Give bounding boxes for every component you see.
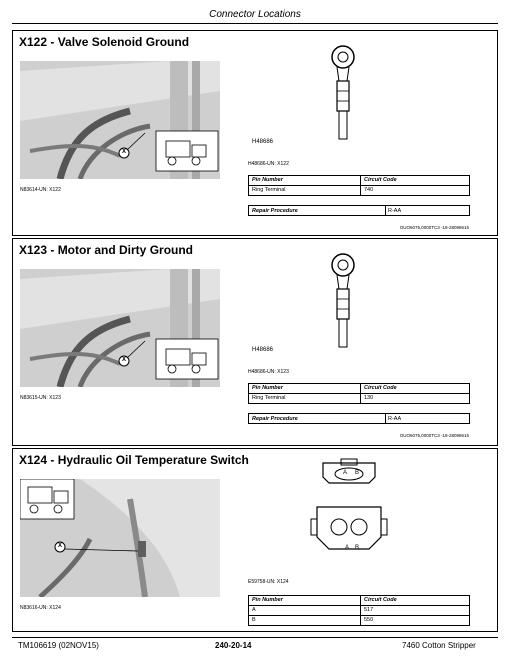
footer-manual-id: TM106619 (02NOV15) — [18, 641, 99, 650]
document-reference: OUO6075,0000TC3 -19-28098615 — [399, 433, 469, 438]
part-caption: H48686-UN: X123 — [248, 369, 289, 375]
repair-procedure-label: Repair Procedure — [252, 208, 298, 214]
pin-table-header — [249, 596, 470, 606]
part-code: H48686 — [252, 347, 274, 353]
circuit-code-cell: 130 — [361, 394, 470, 404]
photo-caption: N83615-UN: X123 — [20, 395, 61, 401]
repair-procedure-box — [248, 205, 470, 216]
part-code: H48686 — [252, 139, 274, 145]
connector-pin-letter-b: B — [355, 545, 360, 551]
footer-model-name: 7460 Cotton Stripper — [402, 641, 476, 650]
connector-pin-letter-b: B — [355, 470, 360, 476]
ring-terminal-drawing — [313, 249, 373, 349]
pin-table — [248, 383, 470, 404]
circuit-code-header: Circuit Code — [361, 596, 470, 606]
table-row — [249, 186, 470, 196]
circuit-code-cell: 517 — [361, 606, 470, 616]
connector-section-x122 — [12, 30, 498, 236]
document-reference: OUO6075,0000TC3 -19-28098615 — [399, 225, 469, 230]
part-caption: E59758-UN: X124 — [248, 579, 289, 585]
repair-procedure-link[interactable]: R-AA — [388, 208, 402, 214]
pin-number-header: Pin Number — [249, 384, 361, 394]
pin-number-header: Pin Number — [249, 176, 361, 186]
section-title: X122 - Valve Solenoid Ground — [19, 35, 190, 49]
pin-number-header: Pin Number — [249, 596, 361, 606]
page-header-title: Connector Locations — [209, 9, 301, 20]
connector-pin-letter-a: A — [343, 470, 348, 476]
repair-procedure-box — [248, 413, 470, 424]
repair-procedure-link[interactable]: R-AA — [388, 416, 402, 422]
circuit-code-cell: 550 — [361, 616, 470, 626]
pin-number-cell: Ring Terminal — [249, 394, 361, 404]
repair-procedure-label: Repair Procedure — [252, 416, 298, 422]
pin-number-cell: A — [249, 606, 361, 616]
circuit-code-cell: 740 — [361, 186, 470, 196]
section-title: X123 - Motor and Dirty Ground — [19, 243, 194, 257]
pin-table — [248, 595, 470, 626]
pin-table-header — [249, 176, 470, 186]
footer-divider — [12, 637, 498, 638]
location-photo — [20, 61, 220, 179]
ring-terminal-drawing — [313, 41, 373, 141]
table-row — [249, 394, 470, 404]
connector-pin-letter-a: A — [345, 545, 350, 551]
repair-divider — [385, 206, 386, 215]
part-caption: H48686-UN: X122 — [248, 161, 289, 167]
connector-section-x123 — [12, 238, 498, 446]
location-photo — [20, 269, 220, 387]
repair-divider — [385, 414, 386, 423]
connector-face-drawing — [309, 457, 389, 557]
location-photo — [20, 479, 220, 597]
connector-section-x124 — [12, 448, 498, 632]
circuit-code-header: Circuit Code — [361, 384, 470, 394]
photo-caption: N83616-UN: X124 — [20, 605, 61, 611]
header-divider — [12, 23, 498, 24]
callout-x-label: X — [58, 543, 63, 549]
table-row — [249, 606, 470, 616]
footer-page-number: 240-20-14 — [215, 641, 252, 650]
table-row — [249, 616, 470, 626]
circuit-code-header: Circuit Code — [361, 176, 470, 186]
callout-x-label: X — [122, 357, 127, 363]
section-title: X124 - Hydraulic Oil Temperature Switch — [19, 453, 249, 467]
pin-table-header — [249, 384, 470, 394]
pin-number-cell: B — [249, 616, 361, 626]
pin-number-cell: Ring Terminal — [249, 186, 361, 196]
pin-table — [248, 175, 470, 196]
callout-x-label: X — [122, 149, 127, 155]
photo-caption: N83614-UN: X122 — [20, 187, 61, 193]
